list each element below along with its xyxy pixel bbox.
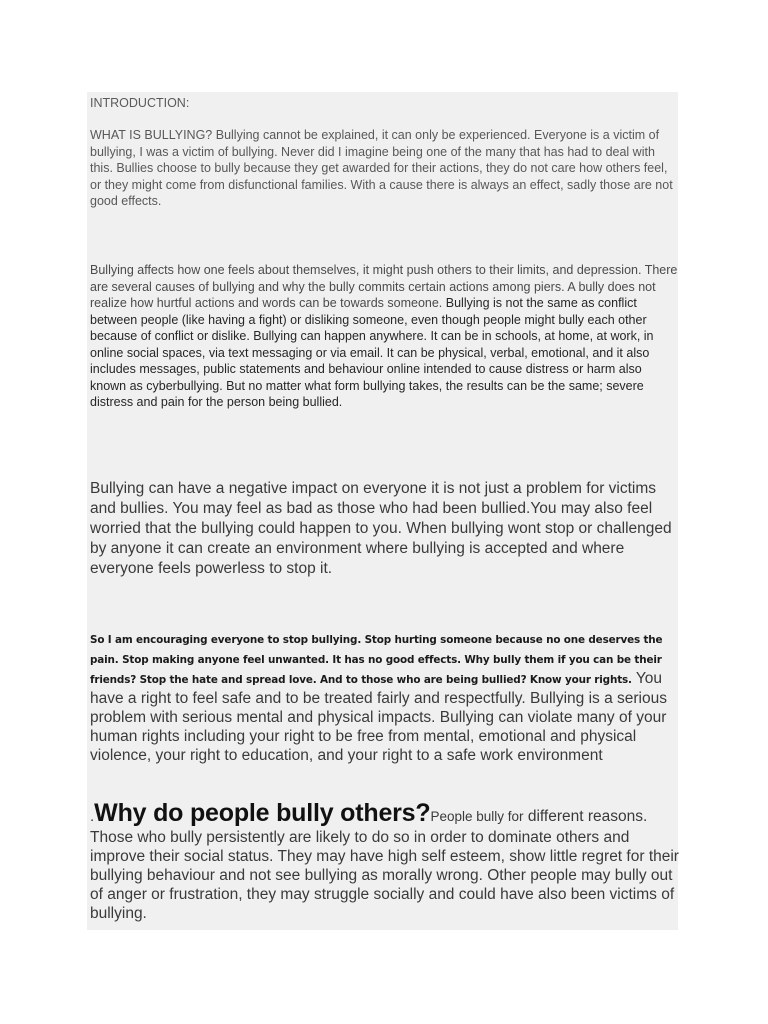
paragraph-effects-intro: Bullying affects how one feels about themselves, it might push others to their limits, and depression. There are several causes of bullying and why the bully commits certain actions among piers. A bully does not realize how hurtful actions and words can be towards someone. (90, 263, 678, 310)
paragraph-encouragement (90, 629, 680, 765)
section-dot: . (90, 808, 95, 825)
section-why-bully (90, 798, 680, 923)
paragraph-what-is-bullying: WHAT IS BULLYING? Bullying cannot be explained, it can only be experienced. Everyone is a victim of bullying, I was a victim of bullying. Never did I imagine being one of the many that has had to deal with this. Bullies choose to bully because they get awarded for their actions, they do not care how others feel, or they might come from disfunctional families. With a cause there is always an effect, sadly those are not good effects. (90, 128, 673, 208)
encouragement-bold-text: So I am encouraging everyone to stop bullying. Stop hurting someone because no one deserves the pain. Stop making anyone feel unwanted. It has no good effects. Why bully them if you can be their friends? Stop the hate and spread love. And to those who are being bullied? Know your rights. (90, 634, 663, 686)
section-body-text: different reasons. Those who bully persistently are likely to do so in order to dominate others and improve their social status. They may have high self esteem, show little regret for their bullying behaviour and not see bullying as morally wrong. Other people may bully out of anger or frustration, they may struggle socially and could have also been victims of bullying. (90, 808, 679, 922)
encouragement-rights-text: You have a right to feel safe and to be treated fairly and respectfully. Bullying is a serious problem with serious mental and physical impacts. Bullying can violate many of your human rights including your right to be free from mental, emotional and physical violence, your right to education, and your right to a safe work environment (90, 670, 667, 764)
paragraph-effects-definition: Bullying is not the same as conflict between people (like having a fight) or disliking someone, even though people might bully each other because of conflict or dislike. Bullying can happen anywhere. It can be in schools, at home, at work, in online social spaces, via text messaging or via email. It can be physical, verbal, emotional, and it also includes messages, public statements and behaviour online intended to cause distress or harm also known as cyberbullying. But no matter what form bullying takes, the results can be the same; severe distress and pain for the person being bullied. (90, 296, 654, 409)
intro-label: INTRODUCTION: (90, 96, 190, 110)
document-page (87, 92, 678, 930)
section-heading: Why do people bully others? (94, 799, 431, 827)
section-lead-text: People bully for (430, 809, 524, 824)
paragraph-negative-impact: Bullying can have a negative impact on everyone it is not just a problem for victims and bullies. You may feel as bad as those who had been bullied.You may also feel worried that the bullying could happen to you. When bullying wont stop or challenged by anyone it can create an environment where bullying is accepted and where everyone feels powerless to stop it. (90, 480, 672, 577)
paragraph-effects (90, 262, 680, 411)
